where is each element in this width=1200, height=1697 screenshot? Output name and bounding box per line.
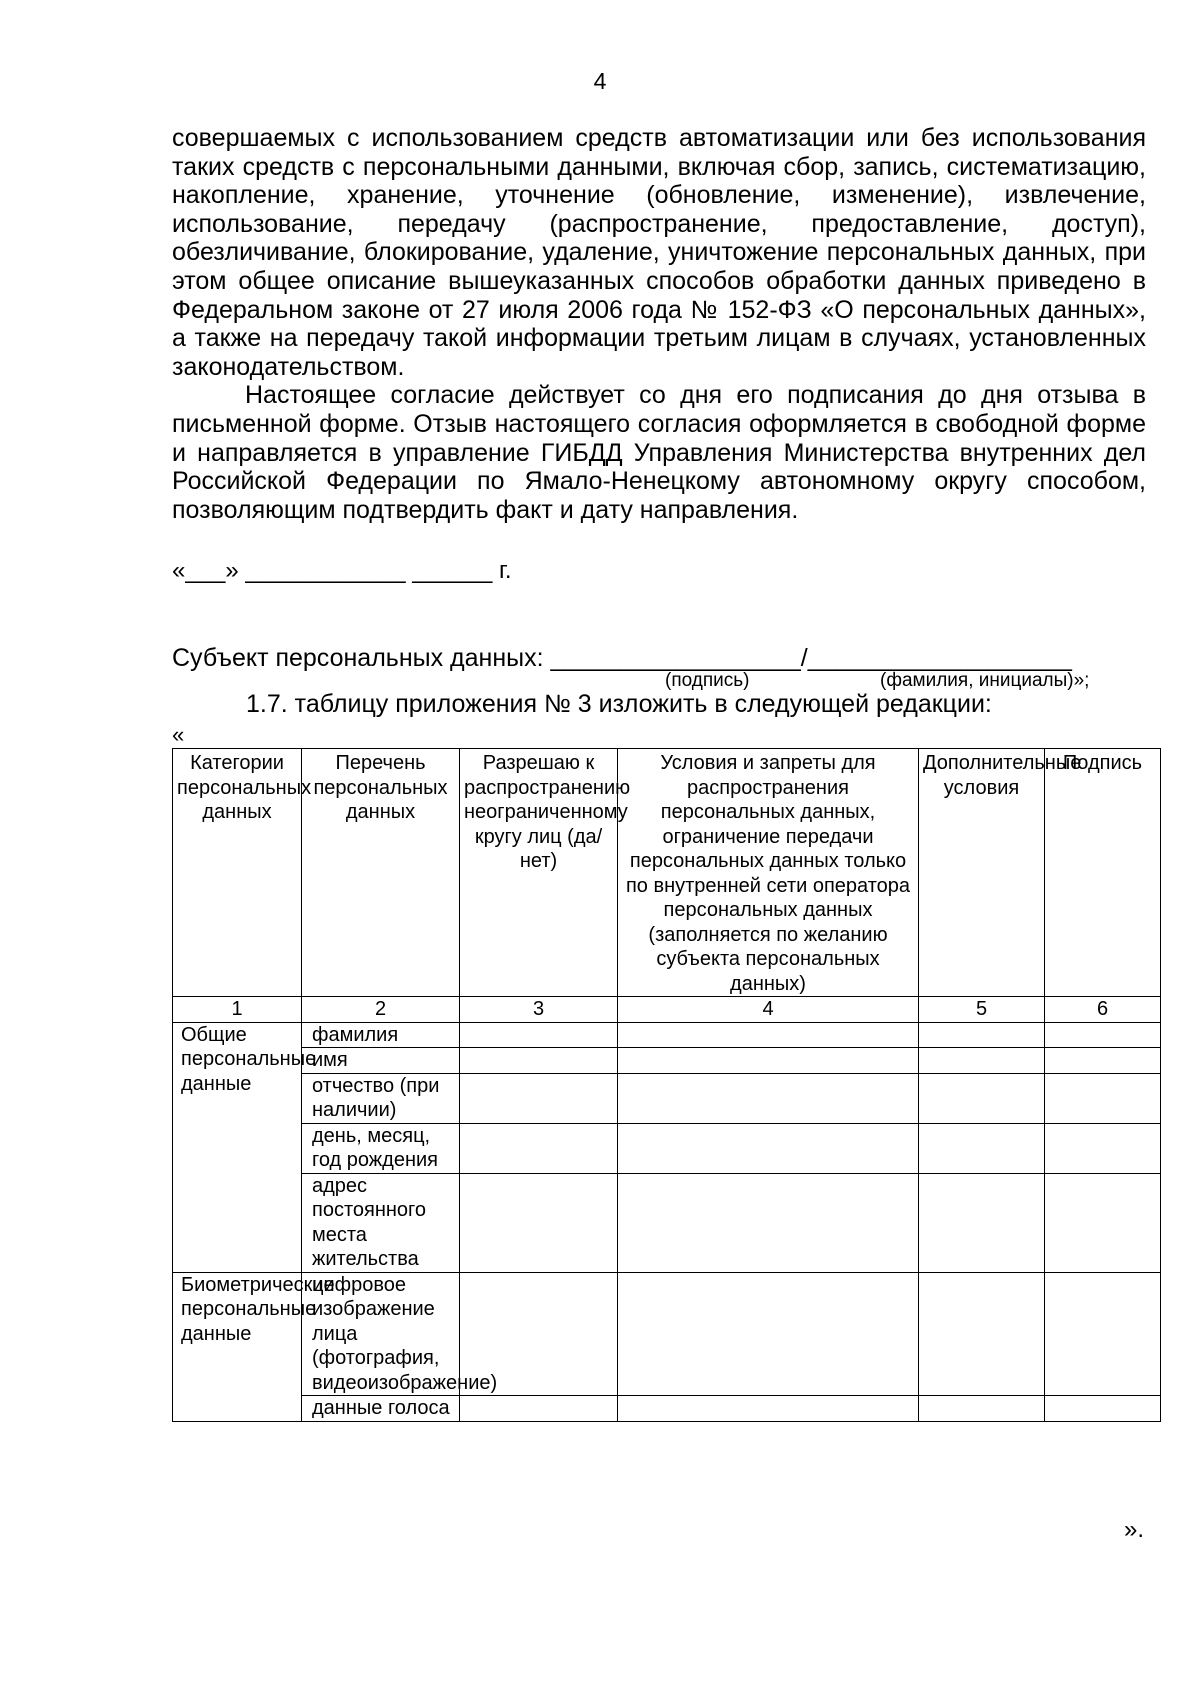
conditions-cell bbox=[618, 1272, 919, 1396]
conditions-cell bbox=[618, 1396, 919, 1422]
signature-hint: (подпись) bbox=[665, 670, 750, 691]
additional-cell bbox=[919, 1073, 1045, 1123]
additional-cell bbox=[919, 1123, 1045, 1173]
additional-cell bbox=[919, 1272, 1045, 1396]
column-number: 3 bbox=[460, 997, 618, 1023]
table-header-row bbox=[173, 749, 1161, 997]
signature-cell bbox=[1045, 1123, 1161, 1173]
column-number: 4 bbox=[618, 997, 919, 1023]
conditions-cell bbox=[618, 1022, 919, 1048]
category-general: Общие персональные данные bbox=[173, 1022, 302, 1272]
permission-cell bbox=[460, 1073, 618, 1123]
signature-cell bbox=[1045, 1396, 1161, 1422]
data-item: цифровое изображение лица (фотография, видеоизображение) bbox=[302, 1272, 460, 1396]
signature-cell bbox=[1045, 1272, 1161, 1396]
signature-cell bbox=[1045, 1173, 1161, 1272]
page-number: 4 bbox=[593, 68, 607, 94]
column-number: 6 bbox=[1045, 997, 1161, 1023]
signature-line: Субъект персональных данных: __________________/___________________ bbox=[172, 644, 1072, 672]
header-conditions: Условия и запреты для распространения персональных данных, ограничение передачи персональных данных только по внутренней сети оператора персональных данных (заполняется по желанию субъекта персональных данных) bbox=[618, 749, 919, 997]
column-number: 2 bbox=[302, 997, 460, 1023]
table-row bbox=[173, 1048, 1161, 1074]
date-line: «___» ____________ ______ г. bbox=[172, 557, 512, 584]
table-row bbox=[173, 1073, 1161, 1123]
permission-cell bbox=[460, 1173, 618, 1272]
additional-cell bbox=[919, 1396, 1045, 1422]
signature-cell bbox=[1045, 1022, 1161, 1048]
column-number-row bbox=[173, 997, 1161, 1023]
additional-cell bbox=[919, 1048, 1045, 1074]
table-row bbox=[173, 1272, 1161, 1396]
header-data-list: Перечень персональных данных bbox=[302, 749, 460, 997]
category-biometric: Биометрические персональные данные bbox=[173, 1272, 302, 1421]
additional-cell bbox=[919, 1022, 1045, 1048]
data-item: данные голоса bbox=[302, 1396, 460, 1422]
column-number: 5 bbox=[919, 997, 1045, 1023]
document-body bbox=[172, 124, 1146, 524]
table-row bbox=[173, 1173, 1161, 1272]
header-signature: Подпись bbox=[1045, 749, 1161, 997]
conditions-cell bbox=[618, 1048, 919, 1074]
additional-cell bbox=[919, 1173, 1045, 1272]
permission-cell bbox=[460, 1022, 618, 1048]
data-item: имя bbox=[302, 1048, 460, 1074]
name-hint: (фамилия, инициалы)»; bbox=[880, 670, 1090, 691]
permission-cell bbox=[460, 1396, 618, 1422]
signature-cell bbox=[1045, 1048, 1161, 1074]
amendment-text: 1.7. таблицу приложения № 3 изложить в следующей редакции: bbox=[246, 690, 992, 718]
table-row bbox=[173, 1022, 1161, 1048]
conditions-cell bbox=[618, 1173, 919, 1272]
data-item: фамилия bbox=[302, 1022, 460, 1048]
table-row bbox=[173, 1123, 1161, 1173]
appendix-table bbox=[172, 748, 1161, 1422]
data-item: отчество (при наличии) bbox=[302, 1073, 460, 1123]
header-permission: Разрешаю к распространению неограниченному кругу лиц (да/нет) bbox=[460, 749, 618, 997]
permission-cell bbox=[460, 1048, 618, 1074]
data-item: день, месяц, год рождения bbox=[302, 1123, 460, 1173]
conditions-cell bbox=[618, 1073, 919, 1123]
paragraph-consent-validity: Настоящее согласие действует со дня его подписания до дня отзыва в письменной форме. Отзыв настоящего согласия оформляется в свободной форме и направляется в управление ГИБДД Управления Министерства внутренних дел Российской Федерации по Ямало-Ненецкому автономному округу способом, позволяющим подтвердить факт и дату направления. bbox=[172, 381, 1146, 524]
header-additional: Дополнительные условия bbox=[919, 749, 1045, 997]
open-quote: « bbox=[172, 722, 185, 747]
column-number: 1 bbox=[173, 997, 302, 1023]
header-category: Категории персональных данных bbox=[173, 749, 302, 997]
close-quote: ». bbox=[1124, 1516, 1145, 1543]
table-row bbox=[173, 1396, 1161, 1422]
data-item: адрес постоянного места жительства bbox=[302, 1173, 460, 1272]
conditions-cell bbox=[618, 1123, 919, 1173]
signature-cell bbox=[1045, 1073, 1161, 1123]
permission-cell bbox=[460, 1123, 618, 1173]
paragraph-consent-actions: совершаемых с использованием средств автоматизации или без использования таких средств с персональными данными, включая сбор, запись, систематизацию, накопление, хранение, уточнение (обновление, изменение), извлечение, использование, передачу (распространение, предоставление, доступ), обезличивание, блокирование, удаление, уничтожение персональных данных, при этом общее описание вышеуказанных способов обработки данных приведено в Федеральном законе от 27 июля 2006 года № 152-ФЗ «О персональных данных», а также на передачу такой информации третьим лицам в случаях, установленных законодательством. bbox=[172, 124, 1146, 381]
